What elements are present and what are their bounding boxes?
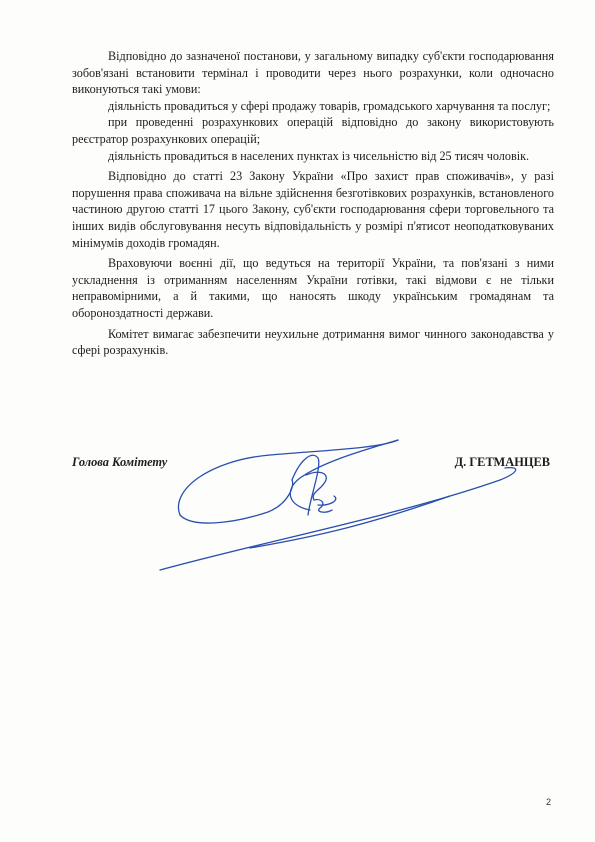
- letter-body: [72, 48, 554, 359]
- signatory-position: Голова Комітету: [72, 455, 168, 469]
- condition-item: при проведенні розрахункових операцій відповідно до закону використовують реєстратор розрахункових операцій;: [72, 115, 554, 146]
- paragraph-liability: [72, 168, 554, 251]
- paragraph-war-context: [72, 255, 554, 321]
- condition-item: діяльність провадиться у сфері продажу товарів, громадського харчування та послуг;: [108, 98, 551, 113]
- body-paragraph: Комітет вимагає забезпечити неухильне дотримання вимог чинного законодавства у сфері розрахунків.: [72, 326, 554, 358]
- signatory-name: Д. ГЕТМАНЦЕВ: [454, 455, 550, 469]
- condition-item: діяльність провадиться в населених пунктах із чисельністю від 25 тисяч чоловік.: [108, 148, 530, 163]
- body-paragraph: Відповідно до зазначеної постанови, у загальному випадку суб'єкти господарювання зобов'язані встановити термінал і проводити через нього розрахунки, коли одночасно виконуються такі умови:: [72, 49, 554, 97]
- body-paragraph: Враховуючи воєнні дії, що ведуться на території України, та пов'язані з ними ускладнення із отриманням населенням України готівки, такі відмови є не тільки неправомірними, а й такими, що наносять шкоду українським громадянам та обороноздатності держави.: [72, 256, 554, 320]
- handwritten-signature: [150, 420, 550, 580]
- page-number: 2: [545, 797, 551, 807]
- paragraph-terminal-conditions: [72, 48, 554, 164]
- body-paragraph: Відповідно до статті 23 Закону України «Про захист прав споживачів», у разі порушення права споживача на вільне здійснення безготівкових розрахунків, встановленого частиною другою статті 17 цього Закону, суб'єкти господарювання сфери торговельного та інших видів обслуговування несуть відповідальність у розмірі п'ятисот неоподатковуваних мінімумів доходів громадян.: [72, 169, 554, 250]
- signature-block: [72, 455, 550, 473]
- paragraph-demand: [72, 326, 554, 359]
